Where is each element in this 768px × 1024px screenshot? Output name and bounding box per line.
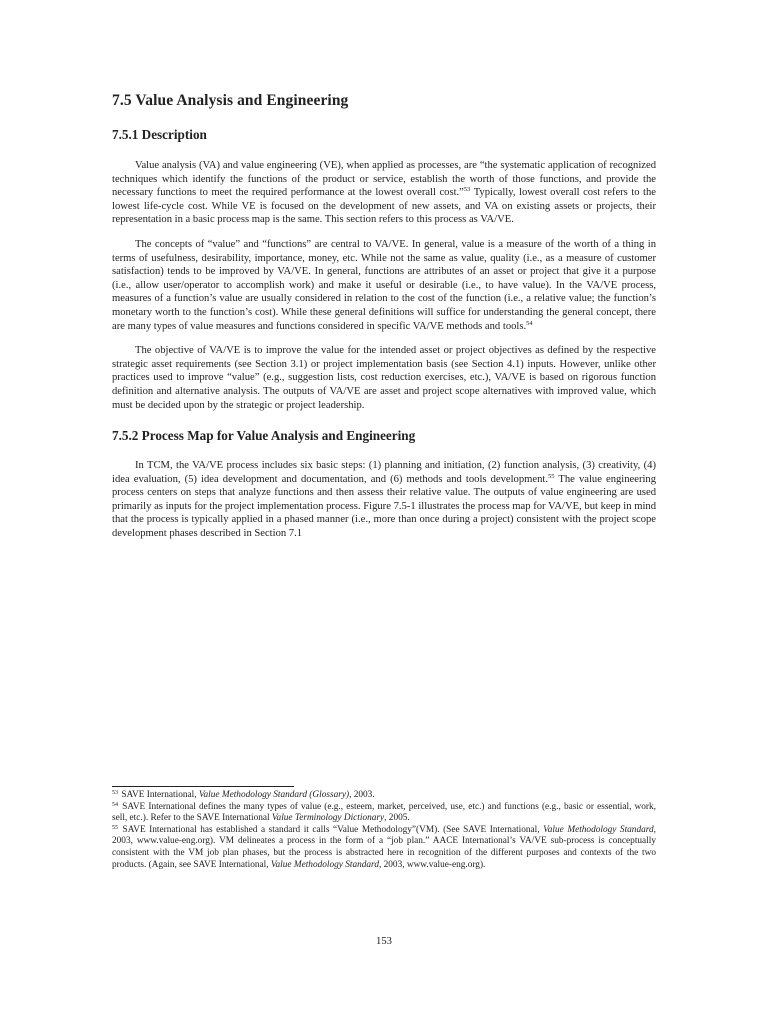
footnote-text: , 2003, www.value-eng.org). VM delineates a process in the form of a “job plan.” AACE International’s VA/VE sub-process is conceptually consistent with the VM job plan phases, but the process is abstracted here in recognition of the different purposes and contexts of the two products. (Again, see SAVE International,: [112, 824, 656, 870]
footnote-text: SAVE International has established a standard it calls “Value Methodology”(VM). (See SAVE International,: [119, 824, 544, 835]
description-paragraph-2: [112, 238, 656, 333]
page-number: 153: [376, 936, 392, 947]
footnote-ref-54[interactable]: 54: [526, 319, 533, 327]
footnote-title: Value Terminology Dictionary: [271, 813, 385, 824]
process-map-heading: 7.5.2 Process Map for Value Analysis and Engineering: [112, 428, 416, 444]
section-title: 7.5 Value Analysis and Engineering: [112, 92, 349, 109]
description-paragraph-3: The objective of VA/VE is to improve the value for the intended asset or project objectives as defined by the respective strategic asset requirements (see Section 3.1) or project implementation basis (see Section 4.1) inputs. However, unlike other practices used to improve “value” (e.g., suggestion lists, cost reduction exercises, etc.), VA/VE is based on rigorous function definition and alternative analysis. The outputs of VA/VE are asset and project scope alternatives with improved value, which must be decided upon by the strategic or project leadership.: [112, 345, 656, 411]
footnote-ref-55[interactable]: 55: [548, 472, 555, 480]
description-paragraph-1: [112, 159, 656, 227]
footnote-title: Value Methodology Standard: [270, 859, 379, 870]
footnote-text: , 2003.: [349, 790, 375, 800]
footnote-text: , 2005.: [384, 813, 410, 824]
footnote-number: 55: [112, 824, 118, 831]
paragraph-text: The concepts of “value” and “functions” are central to VA/VE. In general, value is a measure of the worth of a thing in terms of usefulness, desirability, importance, money, etc. While not the same as value, quality (i.e., as a measure of customer satisfaction) tends to be improved by VA/VE. In general, functions are attributes of an asset or project that give it a purpose (i.e., allow user/operator to accomplish work) and make it useful or desirable (i.e., to have value). In the VA/VE process, measures of a function’s value are usually considered in relation to the cost of the function (i.e., a relative value; the function’s monetary worth to the function’s cost). While these general definitions will suffice for understanding the general concept, there are many types of value measures and functions considered in specific VA/VE methods and tools.: [112, 238, 656, 332]
process-map-paragraph: [112, 459, 656, 541]
footnote-number: 54: [112, 801, 118, 808]
paragraph-text: In TCM, the VA/VE process includes six basic steps: (1) planning and initiation, (2) function analysis, (3) creativity, (4) idea evaluation, (5) idea development and documentation, and (6) methods and tools development.: [112, 460, 656, 485]
footnote-55: [112, 825, 656, 871]
footnote-number: 53: [112, 790, 118, 796]
footnote-divider: [112, 786, 294, 787]
paragraph-text: Value analysis (VA) and value engineering (VE), when applied as processes, are “the systematic application of recognized techniques which identify the functions of the product or service, establish the worth of those functions, and provide the necessary functions to meet the required performance at the lowest overall cost.”: [112, 160, 656, 199]
footnote-text: SAVE International defines the many types of value (e.g., esteem, market, perceived, use, etc.) and functions (e.g., basic or essential, work, sell, etc.). Refer to the SAVE International: [112, 801, 656, 824]
document-page: [112, 86, 656, 986]
footnote-53: [112, 790, 656, 802]
description-heading: 7.5.1 Description: [112, 127, 207, 142]
paragraph-text: The value engineering process centers on steps that analyze functions and then assess their relative value. The outputs of value engineering are used primarily as inputs for the project implementation process. Figure 7.5-1 illustrates the process map for VA/VE, but keep in mind that the process is typically applied in a phased manner (i.e., more than once during a project) consistent with the project scope development phases described in Section 7.1: [112, 473, 657, 540]
footnote-ref-53[interactable]: 53: [463, 186, 471, 194]
footnotes: [112, 786, 656, 871]
paragraph-text: Typically, lowest overall cost refers to the lowest life-cycle cost. While VE is focused on the development of new assets, and VA on existing assets or projects, their representation in a basic process map is the same. This section refers to this process as VA/VE.: [112, 187, 656, 226]
footnote-text: , 2003, www.value-eng.org).: [378, 859, 486, 870]
footnote-title: Value Methodology Standard (Glossary): [198, 790, 350, 800]
footnote-title: Value Methodology Standard: [543, 824, 654, 835]
footnote-text: SAVE International,: [119, 790, 199, 800]
footnote-54: [112, 802, 656, 825]
